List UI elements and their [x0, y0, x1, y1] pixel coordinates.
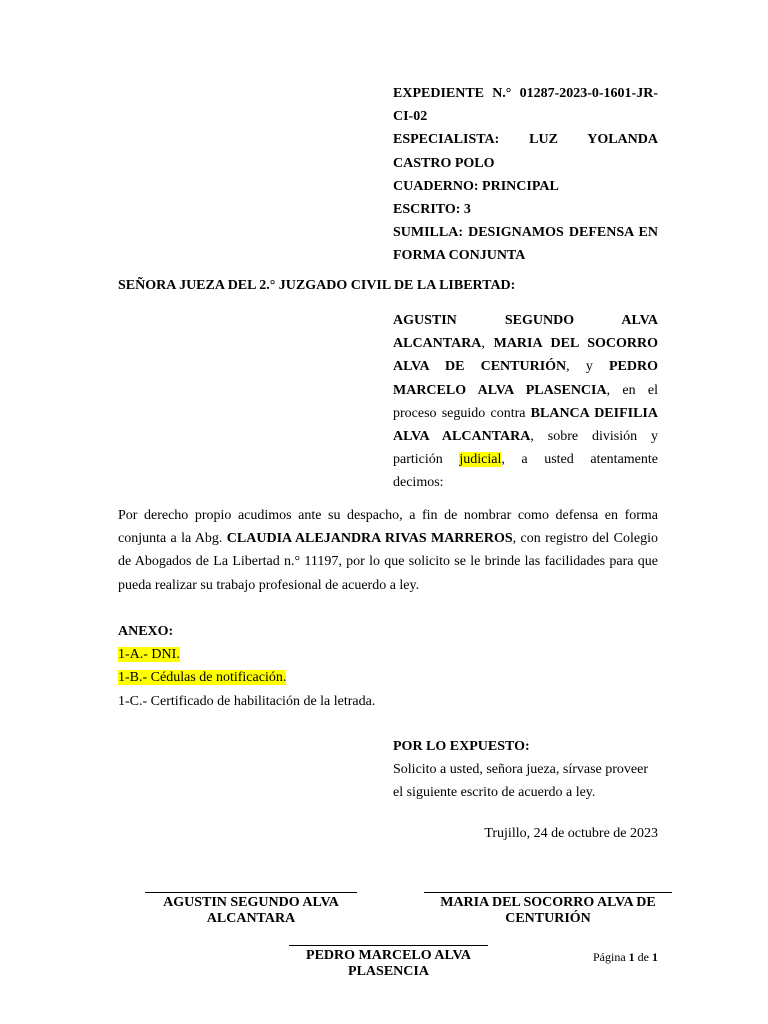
sumilla: SUMILLA: DESIGNAMOS DEFENSA EN FORMA CONJUNTA: [393, 225, 658, 264]
expuesto-text: Solicito a usted, señora jueza, sírvase proveer el siguiente escrito de acuerdo a ley.: [393, 762, 649, 801]
party-name-2: MARIA DEL SOCORRO ALVA DE CENTURIÓN: [393, 336, 658, 375]
defendant-name: BLANCA DEIFILIA ALVA ALCANTARA: [393, 405, 658, 445]
escrito: ESCRITO: 3: [393, 202, 471, 218]
page-number: Página 1 de 1: [593, 950, 658, 964]
anexo-item: 1-C.- Certificado de habilitación de la letrada.: [118, 693, 376, 709]
expediente: EXPEDIENTE N.° 01287-2023-0-1601-JR-CI-02: [393, 86, 658, 125]
anexo-item: 1-B.- Cédulas de notificación.: [118, 670, 287, 686]
body-paragraph: Por derecho propio acudimos ante su despacho, a fin de nombrar como defensa en forma conjunta a la Abg. CLAUDIA ALEJANDRA RIVAS MARREROS, con registro del Colegio de Abogados de La Libertad n.° 11197, por lo que solicito se le brinde las facilidades para que pueda realizar su trabajo profesional de acuerdo a ley.: [118, 508, 658, 593]
party-name-3: PEDRO MARCELO ALVA PLASENCIA: [393, 359, 658, 398]
signature-name: MARIA DEL SOCORRO ALVA DE CENTURIÓN: [440, 895, 656, 926]
signature-line: [289, 945, 488, 946]
anexo-item: 1-A.- DNI.: [118, 647, 180, 663]
signature-3: [289, 945, 488, 980]
signature-line: [424, 892, 672, 893]
cuaderno: CUADERNO: PRINCIPAL: [393, 178, 559, 194]
parties-paragraph: AGUSTIN SEGUNDO ALVA ALCANTARA, MARIA DEL SOCORRO ALVA DE CENTURIÓN, y PEDRO MARCELO ALVA PLASENCIA, en el proceso seguido contra BLANCA DEIFILIA ALVA ALCANTARA, sobre división y partición judicial, a usted atentamente decimos:: [393, 313, 658, 491]
lawyer-name: CLAUDIA ALEJANDRA RIVAS MARREROS: [226, 531, 513, 547]
especialista: ESPECIALISTA: LUZ YOLANDA CASTRO POLO: [393, 132, 658, 171]
expuesto-title: POR LO EXPUESTO:: [393, 739, 530, 754]
signature-2: [424, 892, 672, 927]
highlighted-word: judicial: [459, 452, 502, 468]
addressee: SEÑORA JUEZA DEL 2.° JUZGADO CIVIL DE LA LIBERTAD:: [118, 278, 516, 293]
anexo-title: ANEXO:: [118, 624, 174, 639]
signature-1: [145, 892, 357, 927]
signature-line: [145, 892, 357, 893]
signature-name: AGUSTIN SEGUNDO ALVA ALCANTARA: [163, 895, 339, 926]
place-date: Trujillo, 24 de octubre de 2023: [484, 826, 658, 841]
anexo-section: [118, 620, 658, 713]
signature-name: PEDRO MARCELO ALVA PLASENCIA: [306, 948, 471, 979]
case-header: [393, 82, 658, 268]
expuesto-section: [393, 735, 658, 805]
party-name-1: AGUSTIN SEGUNDO ALVA ALCANTARA: [393, 313, 658, 352]
